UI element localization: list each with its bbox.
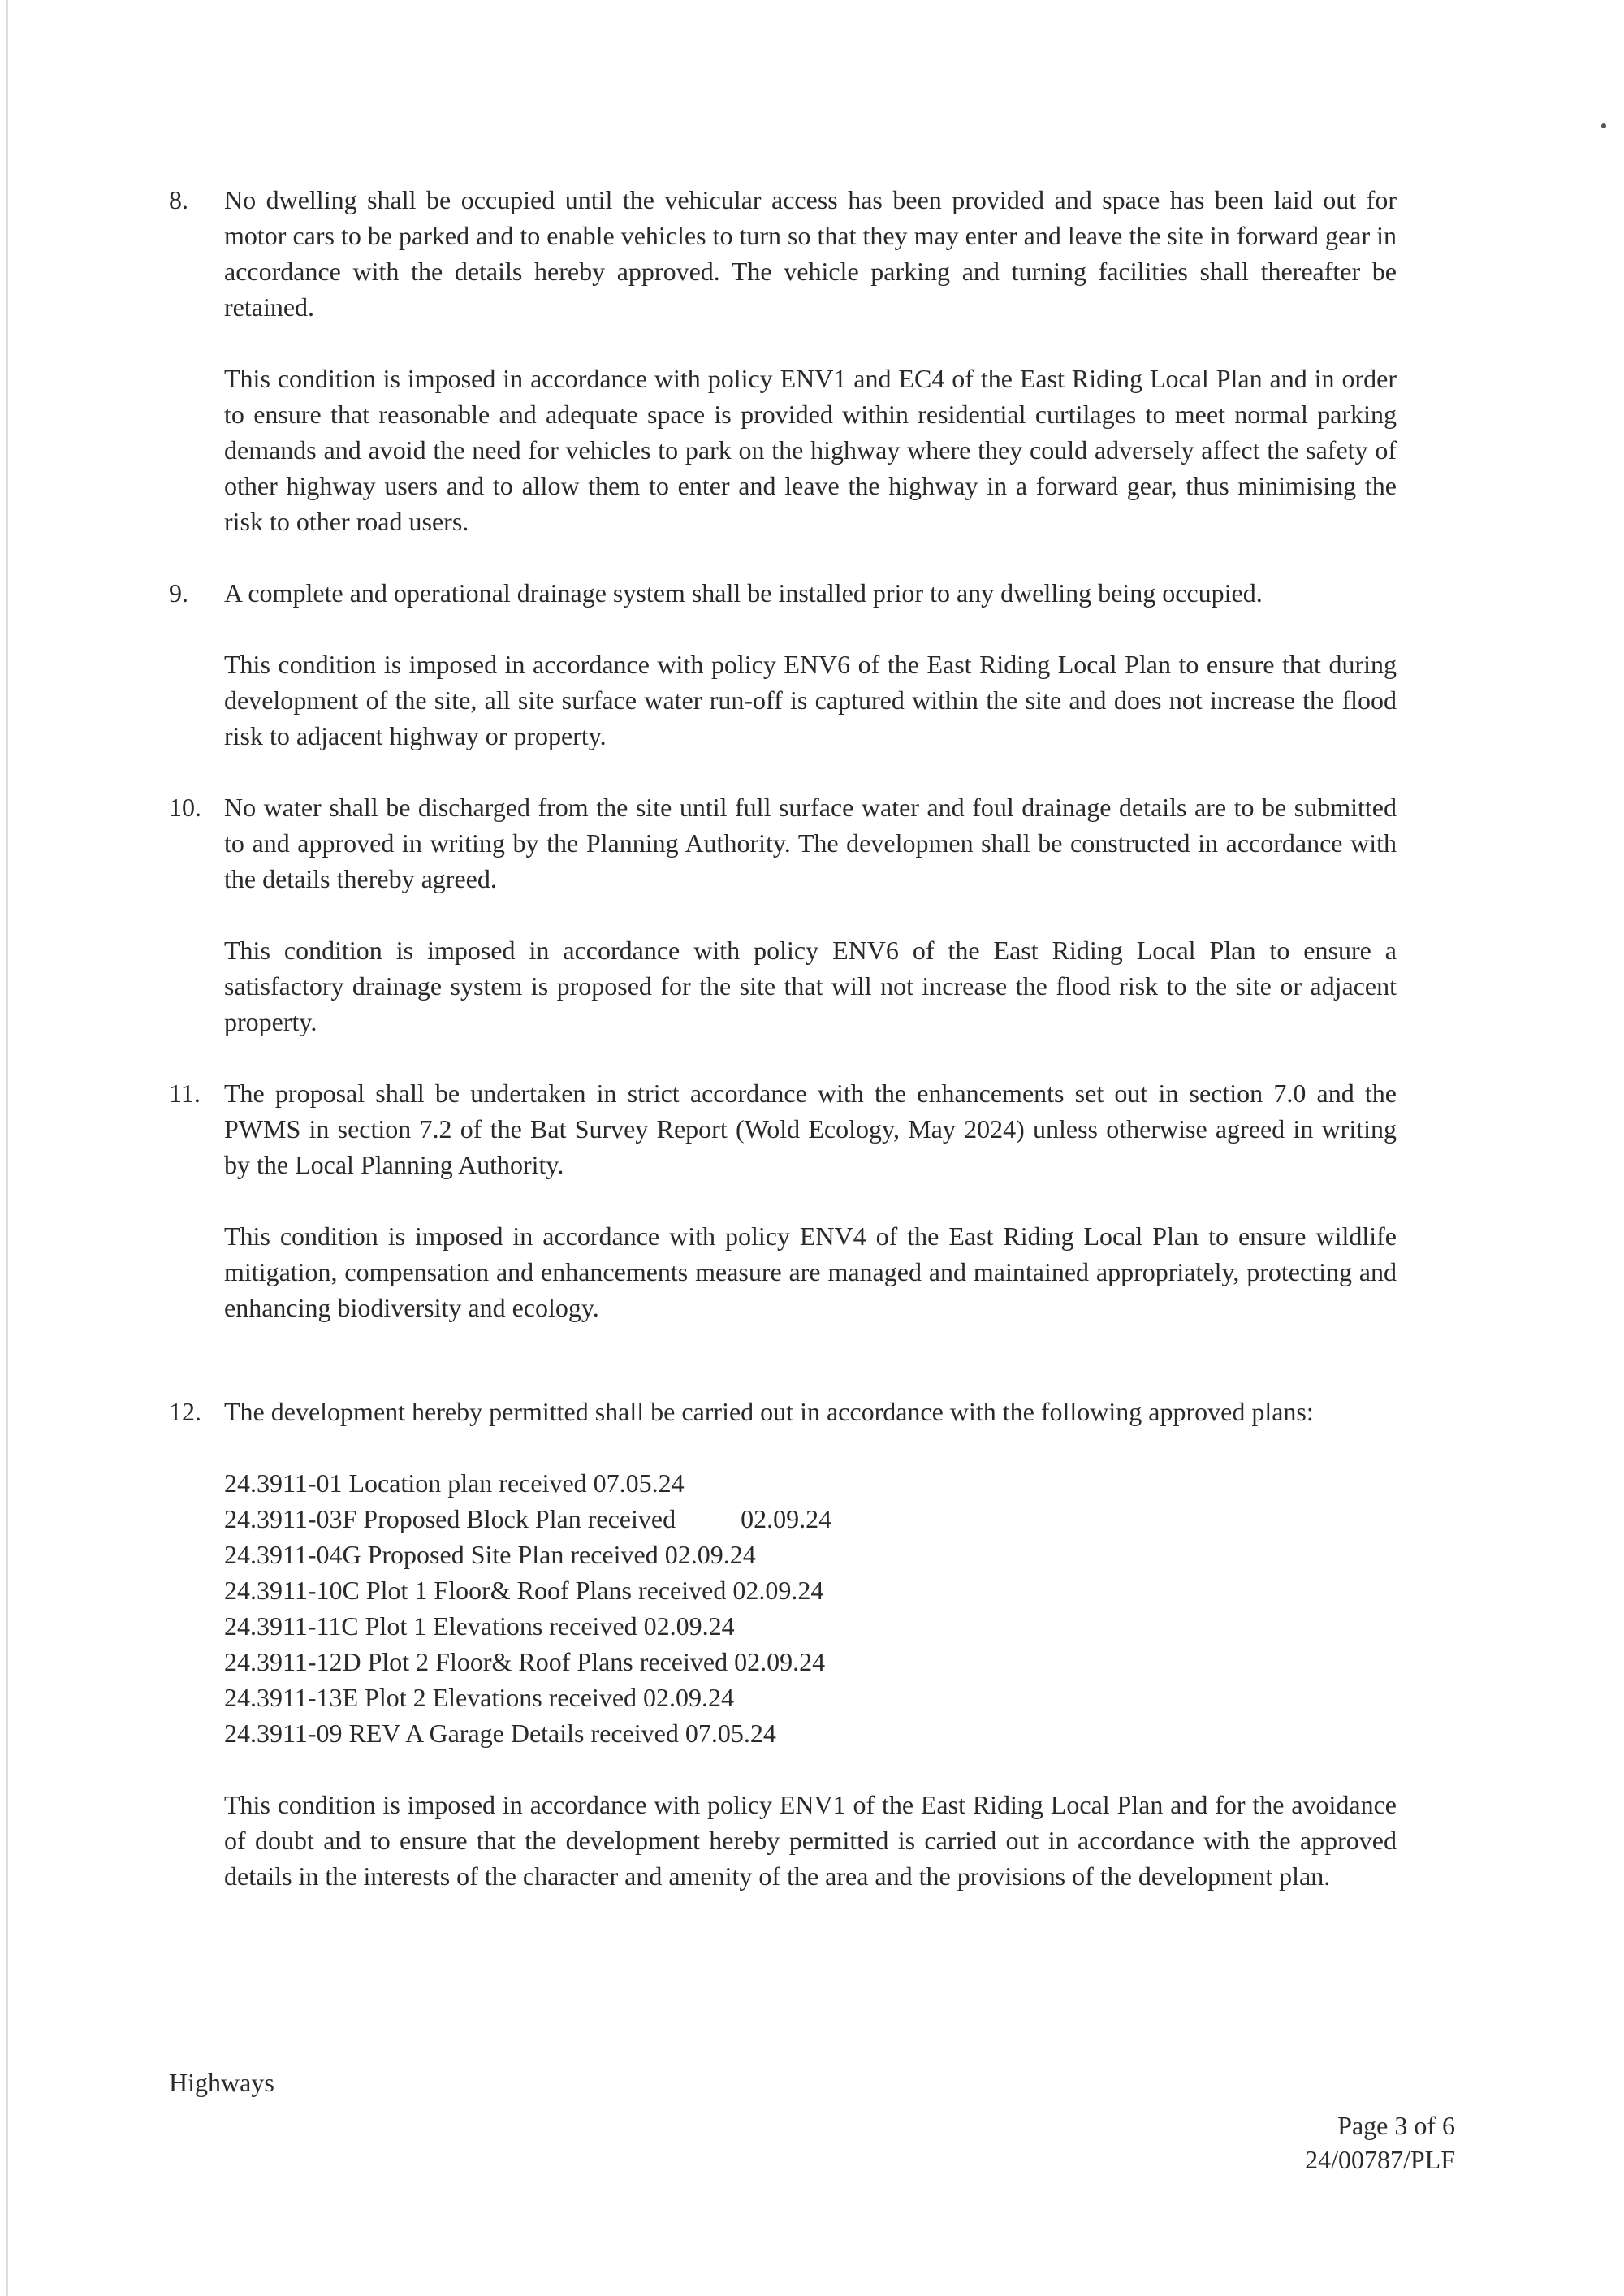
plan-item: 24.3911-01 Location plan received 07.05.24 xyxy=(224,1468,685,1498)
condition-number: 12. xyxy=(169,1397,201,1426)
condition-reason: This condition is imposed in accordance with policy ENV1 of the East Riding Local Plan and for the avoidance of doubt and to ensure that the development hereby permitted is carried out in accordance with the approved details in the interests of the character and amenity of the area and the provisions of the development plan. xyxy=(224,1790,1397,1891)
plan-item: 24.3911-09 REV A Garage Details received 07.05.24 xyxy=(224,1719,776,1748)
condition-10 xyxy=(169,789,1397,1040)
scan-mark xyxy=(1601,123,1606,128)
condition-text: No water shall be discharged from the site until full surface water and foul drainage details are to be submitted to and approved in writing by the Planning Authority. The developmen shall be constructed in accordance with the details thereby agreed. xyxy=(224,793,1397,893)
condition-number: 9. xyxy=(169,578,188,608)
condition-text: A complete and operational drainage system shall be installed prior to any dwelling being occupied. xyxy=(224,578,1263,608)
page-number: Page 3 of 6 xyxy=(1337,2111,1455,2140)
condition-reason: This condition is imposed in accordance with policy ENV1 and EC4 of the East Riding Local Plan and in order to ensure that reasonable and adequate space is provided within residential curtilages to meet normal parking demands and avoid the need for vehicles to park on the highway where they could adversely affect the safety of other highway users and to allow them to enter and leave the highway in a forward gear, thus minimising the risk to other road users. xyxy=(224,364,1397,536)
condition-number: 10. xyxy=(169,793,201,822)
page-footer xyxy=(1305,2108,1455,2177)
condition-number: 8. xyxy=(169,185,188,214)
plan-item: 24.3911-04G Proposed Site Plan received 02.09.24 xyxy=(224,1540,756,1569)
condition-reason: This condition is imposed in accordance with policy ENV4 of the East Riding Local Plan to ensure wildlife mitigation, compensation and enhancements measure are managed and maintained appropriately, protecting and enhancing biodiversity and ecology. xyxy=(224,1222,1397,1322)
approved-plans-list xyxy=(224,1465,1397,1751)
condition-text: The proposal shall be undertaken in strict accordance with the enhancements set out in section 7.0 and the PWMS in section 7.2 of the Bat Survey Report (Wold Ecology, May 2024) unless otherwise agreed in writing by the Local Planning Authority. xyxy=(224,1079,1397,1179)
plan-item: 24.3911-03F Proposed Block Plan received 02.09.24 xyxy=(224,1504,832,1533)
condition-9 xyxy=(169,575,1397,754)
condition-12 xyxy=(169,1394,1397,1894)
plan-item: 24.3911-10C Plot 1 Floor& Roof Plans received 02.09.24 xyxy=(224,1576,824,1605)
condition-11 xyxy=(169,1075,1397,1325)
condition-number: 11. xyxy=(169,1079,201,1108)
condition-text: No dwelling shall be occupied until the vehicular access has been provided and space has been laid out for motor cars to be parked and to enable vehicles to turn so that they may enter and leave the site in forward gear in accordance with the details hereby approved. The vehicle parking and turning facilities shall thereafter be retained. xyxy=(224,185,1397,322)
condition-8 xyxy=(169,182,1397,539)
plan-item: 24.3911-11C Plot 1 Elevations received 02.09.24 xyxy=(224,1611,735,1641)
condition-reason: This condition is imposed in accordance with policy ENV6 of the East Riding Local Plan to ensure a satisfactory drainage system is proposed for the site that will not increase the flood risk to the site or adjacent property. xyxy=(224,936,1397,1036)
conditions-list xyxy=(169,182,1397,1930)
condition-reason: This condition is imposed in accordance with policy ENV6 of the East Riding Local Plan to ensure that during development of the site, all site surface water run-off is captured within the site and does not increase the flood risk to adjacent highway or property. xyxy=(224,650,1397,750)
plan-item: 24.3911-12D Plot 2 Floor& Roof Plans received 02.09.24 xyxy=(224,1647,826,1676)
condition-text: The development hereby permitted shall be carried out in accordance with the following approved plans: xyxy=(224,1397,1314,1426)
plan-item: 24.3911-13E Plot 2 Elevations received 02.09.24 xyxy=(224,1683,735,1712)
reference-number: 24/00787/PLF xyxy=(1305,2145,1455,2174)
page-edge xyxy=(6,0,8,2296)
section-heading: Highways xyxy=(169,2068,274,2097)
